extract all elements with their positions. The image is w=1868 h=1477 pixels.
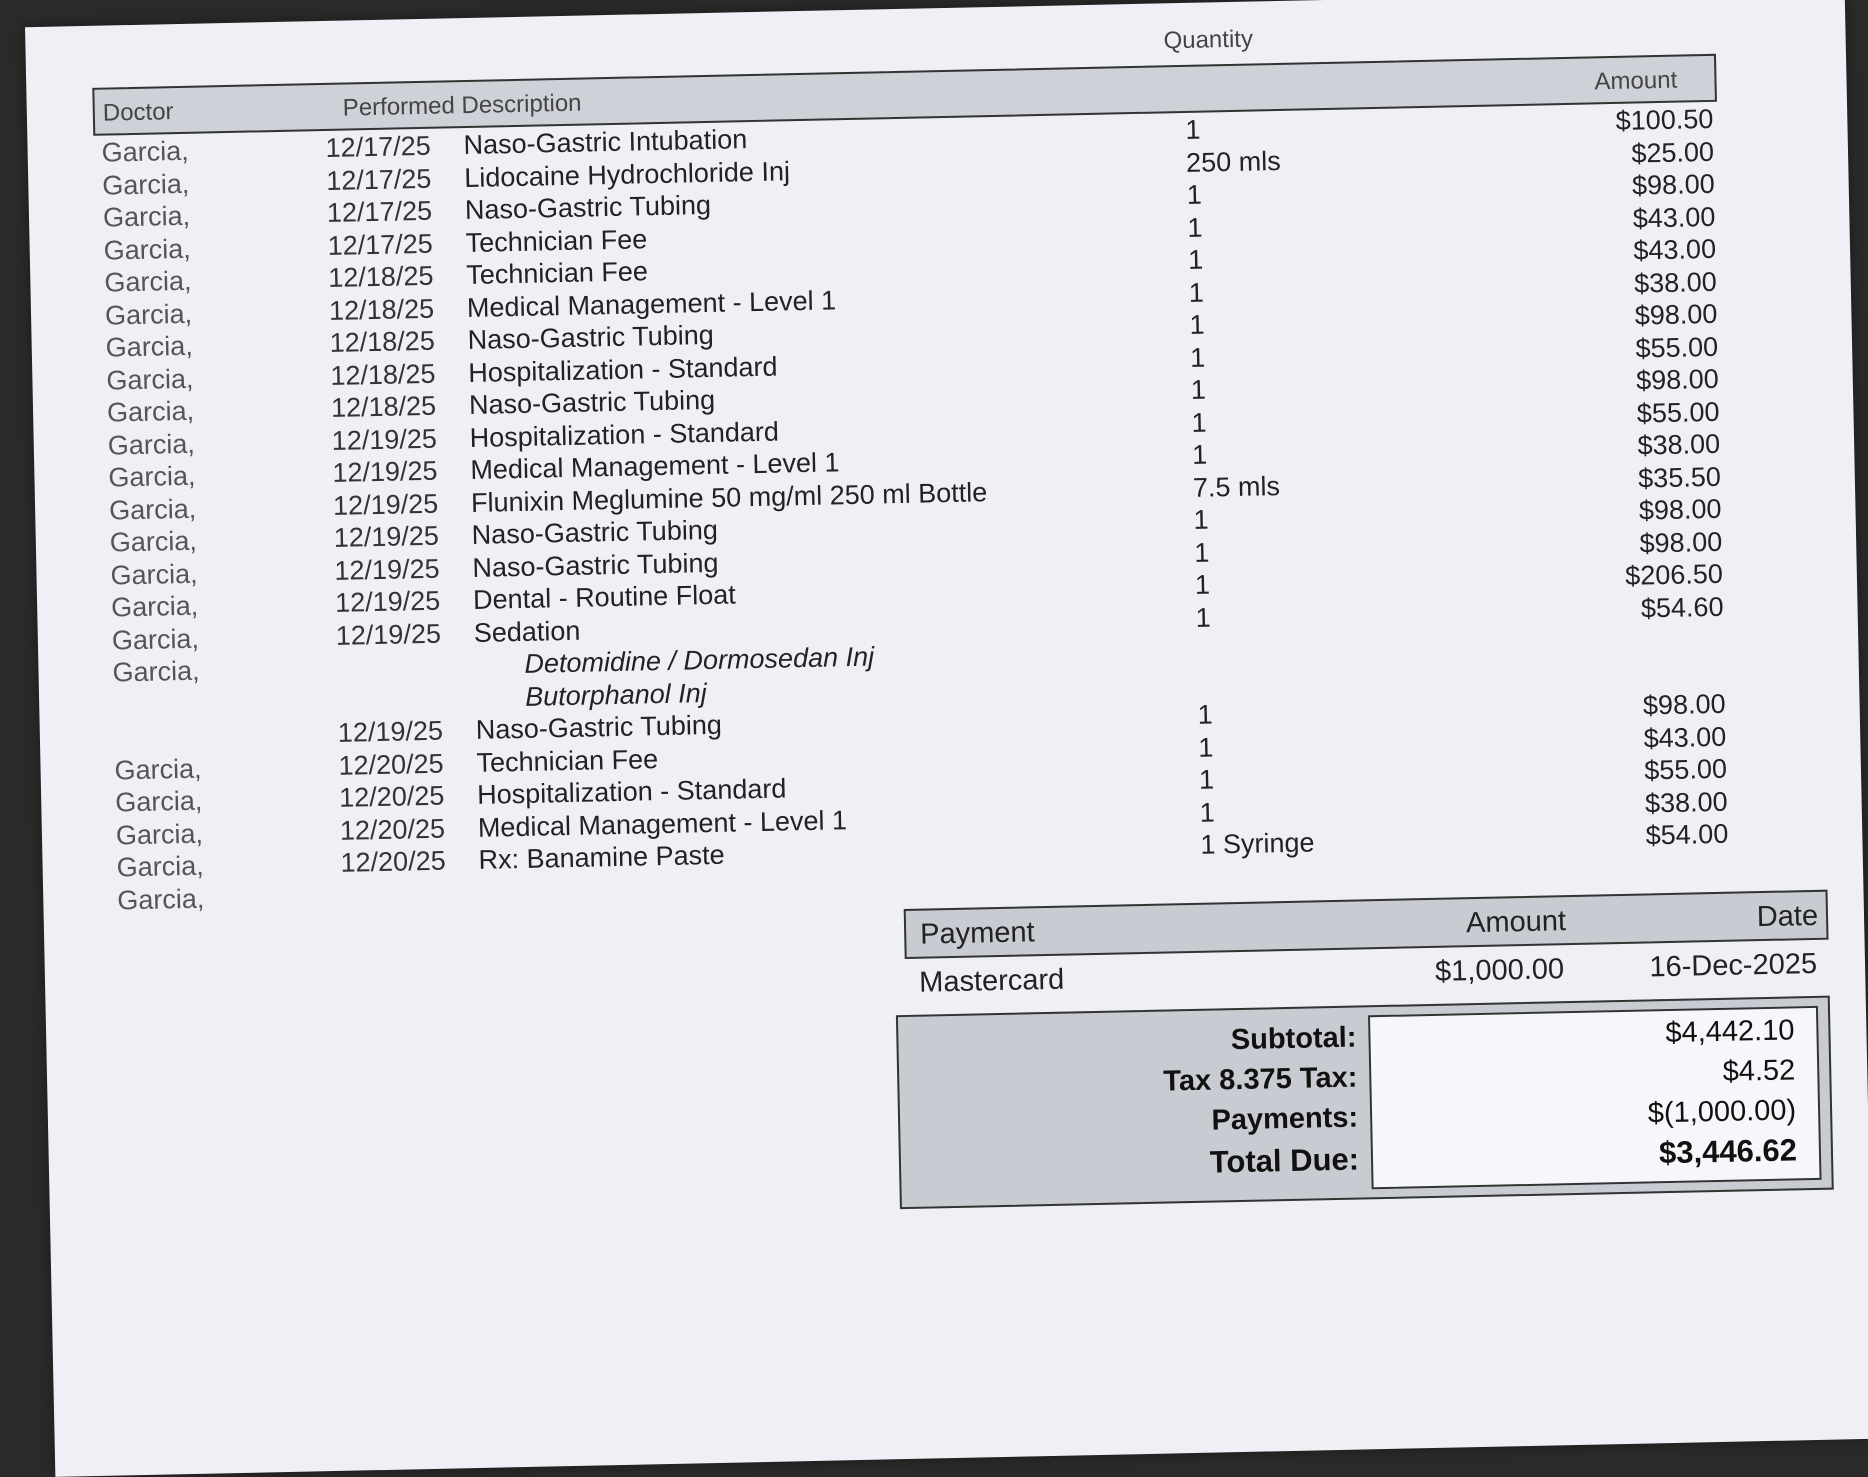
quantity-cell: 1 <box>1187 244 1204 275</box>
amount-cell: $55.00 <box>1636 396 1720 429</box>
description-cell: Naso-Gastric Tubing <box>475 709 723 745</box>
line-items <box>93 103 1789 918</box>
doctor-cell: Garcia, <box>115 818 204 850</box>
amount-cell: $38.00 <box>1633 266 1718 299</box>
doctor-cell: Garcia, <box>110 590 199 623</box>
date-cell: 12/19/25 <box>334 553 440 586</box>
date-cell: 12/18/25 <box>328 293 435 326</box>
doctor-cell: Garcia, <box>116 850 204 883</box>
description-cell: Naso-Gastric Tubing <box>467 319 715 356</box>
doctor-cell: Garcia, <box>102 200 191 233</box>
doctor-cell: Garcia, <box>114 753 202 786</box>
totals-values <box>1368 1006 1822 1189</box>
quantity-cell: 1 <box>1191 439 1208 470</box>
date-cell: 12/18/25 <box>330 390 437 423</box>
doctor-cell: Garcia, <box>114 785 203 818</box>
date-cell: 12/19/25 <box>332 488 439 521</box>
doctor-cell: Garcia, <box>112 655 200 688</box>
description-cell: Naso-Gastric Tubing <box>468 384 716 420</box>
doctor-cell: Garcia, <box>106 363 194 396</box>
header-doctor: Doctor <box>102 98 174 127</box>
date-cell: 12/17/25 <box>326 195 433 228</box>
doctor-cell: Garcia, <box>104 298 193 331</box>
amount-cell: $43.00 <box>1643 721 1727 753</box>
payments-label: Payments: <box>1211 1101 1359 1137</box>
quantity-cell: 1 <box>1199 796 1216 828</box>
doctor-cell: Garcia, <box>105 330 194 363</box>
quantity-cell: 1 <box>1188 277 1205 308</box>
amount-cell: $54.00 <box>1645 818 1729 851</box>
description-cell: Naso-Gastric Tubing <box>472 547 719 583</box>
quantity-cell: 1 Syringe <box>1200 827 1315 860</box>
payment-header-amount: Amount <box>1465 905 1567 940</box>
doctor-cell: Garcia, <box>103 233 192 266</box>
date-cell: 12/18/25 <box>330 358 436 391</box>
doctor-cell: Garcia, <box>106 395 195 428</box>
doctor-cell: Garcia, <box>109 525 198 558</box>
description-cell: Technician Fee <box>476 743 659 778</box>
quantity-cell: 1 <box>1191 407 1207 438</box>
payment-date: 16-Dec-2025 <box>1649 947 1818 984</box>
doctor-cell: Garcia, <box>111 623 200 656</box>
quantity-cell: 1 <box>1185 114 1201 145</box>
amount-cell: $54.60 <box>1640 591 1724 623</box>
amount-cell: $100.50 <box>1615 103 1714 136</box>
date-cell: 12/19/25 <box>335 618 442 651</box>
quantity-cell: 1 <box>1197 699 1214 730</box>
description-cell: Rx: Banamine Paste <box>478 839 725 875</box>
amount-cell: $43.00 <box>1633 233 1717 266</box>
amount-cell: $38.00 <box>1644 786 1728 818</box>
quantity-cell: 1 <box>1187 212 1203 243</box>
description-cell: Medical Management - Level 1 <box>470 447 840 485</box>
payment-header-date: Date <box>1756 899 1819 934</box>
doctor-cell: Garcia, <box>110 558 198 591</box>
doctor-cell: Garcia, <box>117 883 205 915</box>
date-cell: 12/17/25 <box>327 228 434 261</box>
description-cell: Sedation <box>473 615 581 648</box>
quantity-cell: 1 <box>1193 504 1209 535</box>
subtotal-label: Subtotal: <box>1230 1021 1357 1057</box>
description-cell: Dental - Routine Float <box>472 579 737 615</box>
date-cell: 12/19/25 <box>331 423 438 456</box>
date-cell: 12/19/25 <box>333 520 440 553</box>
quantity-cell: 250 mls <box>1185 145 1281 178</box>
doctor-cell: Garcia, <box>101 135 189 168</box>
amount-cell: $98.00 <box>1642 688 1726 721</box>
header-amount: Amount <box>1594 66 1678 96</box>
amount-cell: $35.50 <box>1637 461 1722 494</box>
quantity-cell: 1 <box>1193 537 1210 568</box>
quantity-cell: 1 <box>1198 764 1215 795</box>
total-due-value: $3,446.62 <box>1658 1132 1798 1171</box>
date-cell: 12/17/25 <box>325 130 432 163</box>
date-cell: 12/20/25 <box>338 780 445 813</box>
amount-cell: $98.00 <box>1635 363 1720 396</box>
quantity-cell: 1 <box>1189 309 1205 340</box>
quantity-cell: 1 <box>1198 731 1214 763</box>
amount-cell: $43.00 <box>1632 201 1716 234</box>
date-cell: 12/20/25 <box>338 748 444 781</box>
amount-cell: $98.00 <box>1639 526 1723 559</box>
amount-cell: $98.00 <box>1638 493 1722 526</box>
amount-cell: $55.00 <box>1644 753 1728 786</box>
date-cell: 12/19/25 <box>332 455 438 488</box>
description-cell: Naso-Gastric Intubation <box>463 124 748 161</box>
quantity-cell: 1 <box>1195 602 1211 633</box>
doctor-cell: Garcia, <box>104 265 192 298</box>
description-cell: Medical Management - Level 1 <box>466 284 837 323</box>
description-cell: Hospitalization - Standard <box>469 416 780 453</box>
date-cell: 12/20/25 <box>339 813 446 846</box>
amount-cell: $38.00 <box>1637 428 1721 461</box>
payment-amount: $1,000.00 <box>1434 953 1565 988</box>
doctor-cell: Garcia, <box>107 428 196 461</box>
date-cell: 12/18/25 <box>329 325 436 358</box>
description-cell: Hospitalization - Standard <box>468 351 778 388</box>
doctor-cell: Garcia, <box>102 168 190 201</box>
doctor-cell: Garcia, <box>108 493 197 526</box>
description-cell: Naso-Gastric Tubing <box>464 189 712 226</box>
totals-box <box>896 996 1834 1210</box>
tax-value: $4.52 <box>1722 1054 1796 1088</box>
amount-cell: $98.00 <box>1631 168 1715 201</box>
quantity-cell: 1 <box>1194 569 1211 600</box>
sub-item-description: Butorphanol Inj <box>524 677 708 712</box>
date-cell: 12/19/25 <box>334 585 441 618</box>
quantity-cell: 1 <box>1190 374 1207 405</box>
payment-header-payment: Payment <box>919 916 1035 951</box>
date-cell: 12/18/25 <box>328 260 434 293</box>
date-cell: 12/19/25 <box>337 715 444 748</box>
sub-item-description: Detomidine / Dormosedan Inj <box>524 641 875 679</box>
description-cell: Technician Fee <box>465 256 649 291</box>
header-quantity: Quantity <box>1163 25 1254 55</box>
date-cell: 12/20/25 <box>340 845 446 878</box>
description-cell: Lidocaine Hydrochloride Inj <box>463 155 791 193</box>
description-cell: Technician Fee <box>465 223 648 258</box>
quantity-cell: 1 <box>1186 179 1203 210</box>
doctor-cell: Garcia, <box>108 460 196 493</box>
description-cell: Naso-Gastric Tubing <box>471 514 719 550</box>
invoice-sheet <box>25 0 1868 1477</box>
date-cell: 12/17/25 <box>325 163 432 196</box>
amount-cell: $98.00 <box>1634 298 1718 331</box>
subtotal-value: $4,442.10 <box>1665 1014 1795 1050</box>
amount-cell: $206.50 <box>1624 558 1724 591</box>
description-cell: Hospitalization - Standard <box>476 773 787 810</box>
payments-value: $(1,000.00) <box>1647 1094 1797 1130</box>
quantity-cell: 7.5 mls <box>1192 470 1281 503</box>
amount-cell: $25.00 <box>1631 136 1715 169</box>
payment-method: Mastercard <box>918 963 1065 999</box>
description-cell: Medical Management - Level 1 <box>477 804 848 843</box>
header-performed-description: Performed Description <box>342 89 582 122</box>
description-cell: Flunixin Meglumine 50 mg/ml 250 ml Bottle <box>470 476 988 518</box>
quantity-cell: 1 <box>1189 342 1206 373</box>
total-due-label: Total Due: <box>1209 1141 1360 1180</box>
tax-label: Tax 8.375 Tax: <box>1163 1061 1358 1098</box>
amount-cell: $55.00 <box>1635 331 1719 364</box>
